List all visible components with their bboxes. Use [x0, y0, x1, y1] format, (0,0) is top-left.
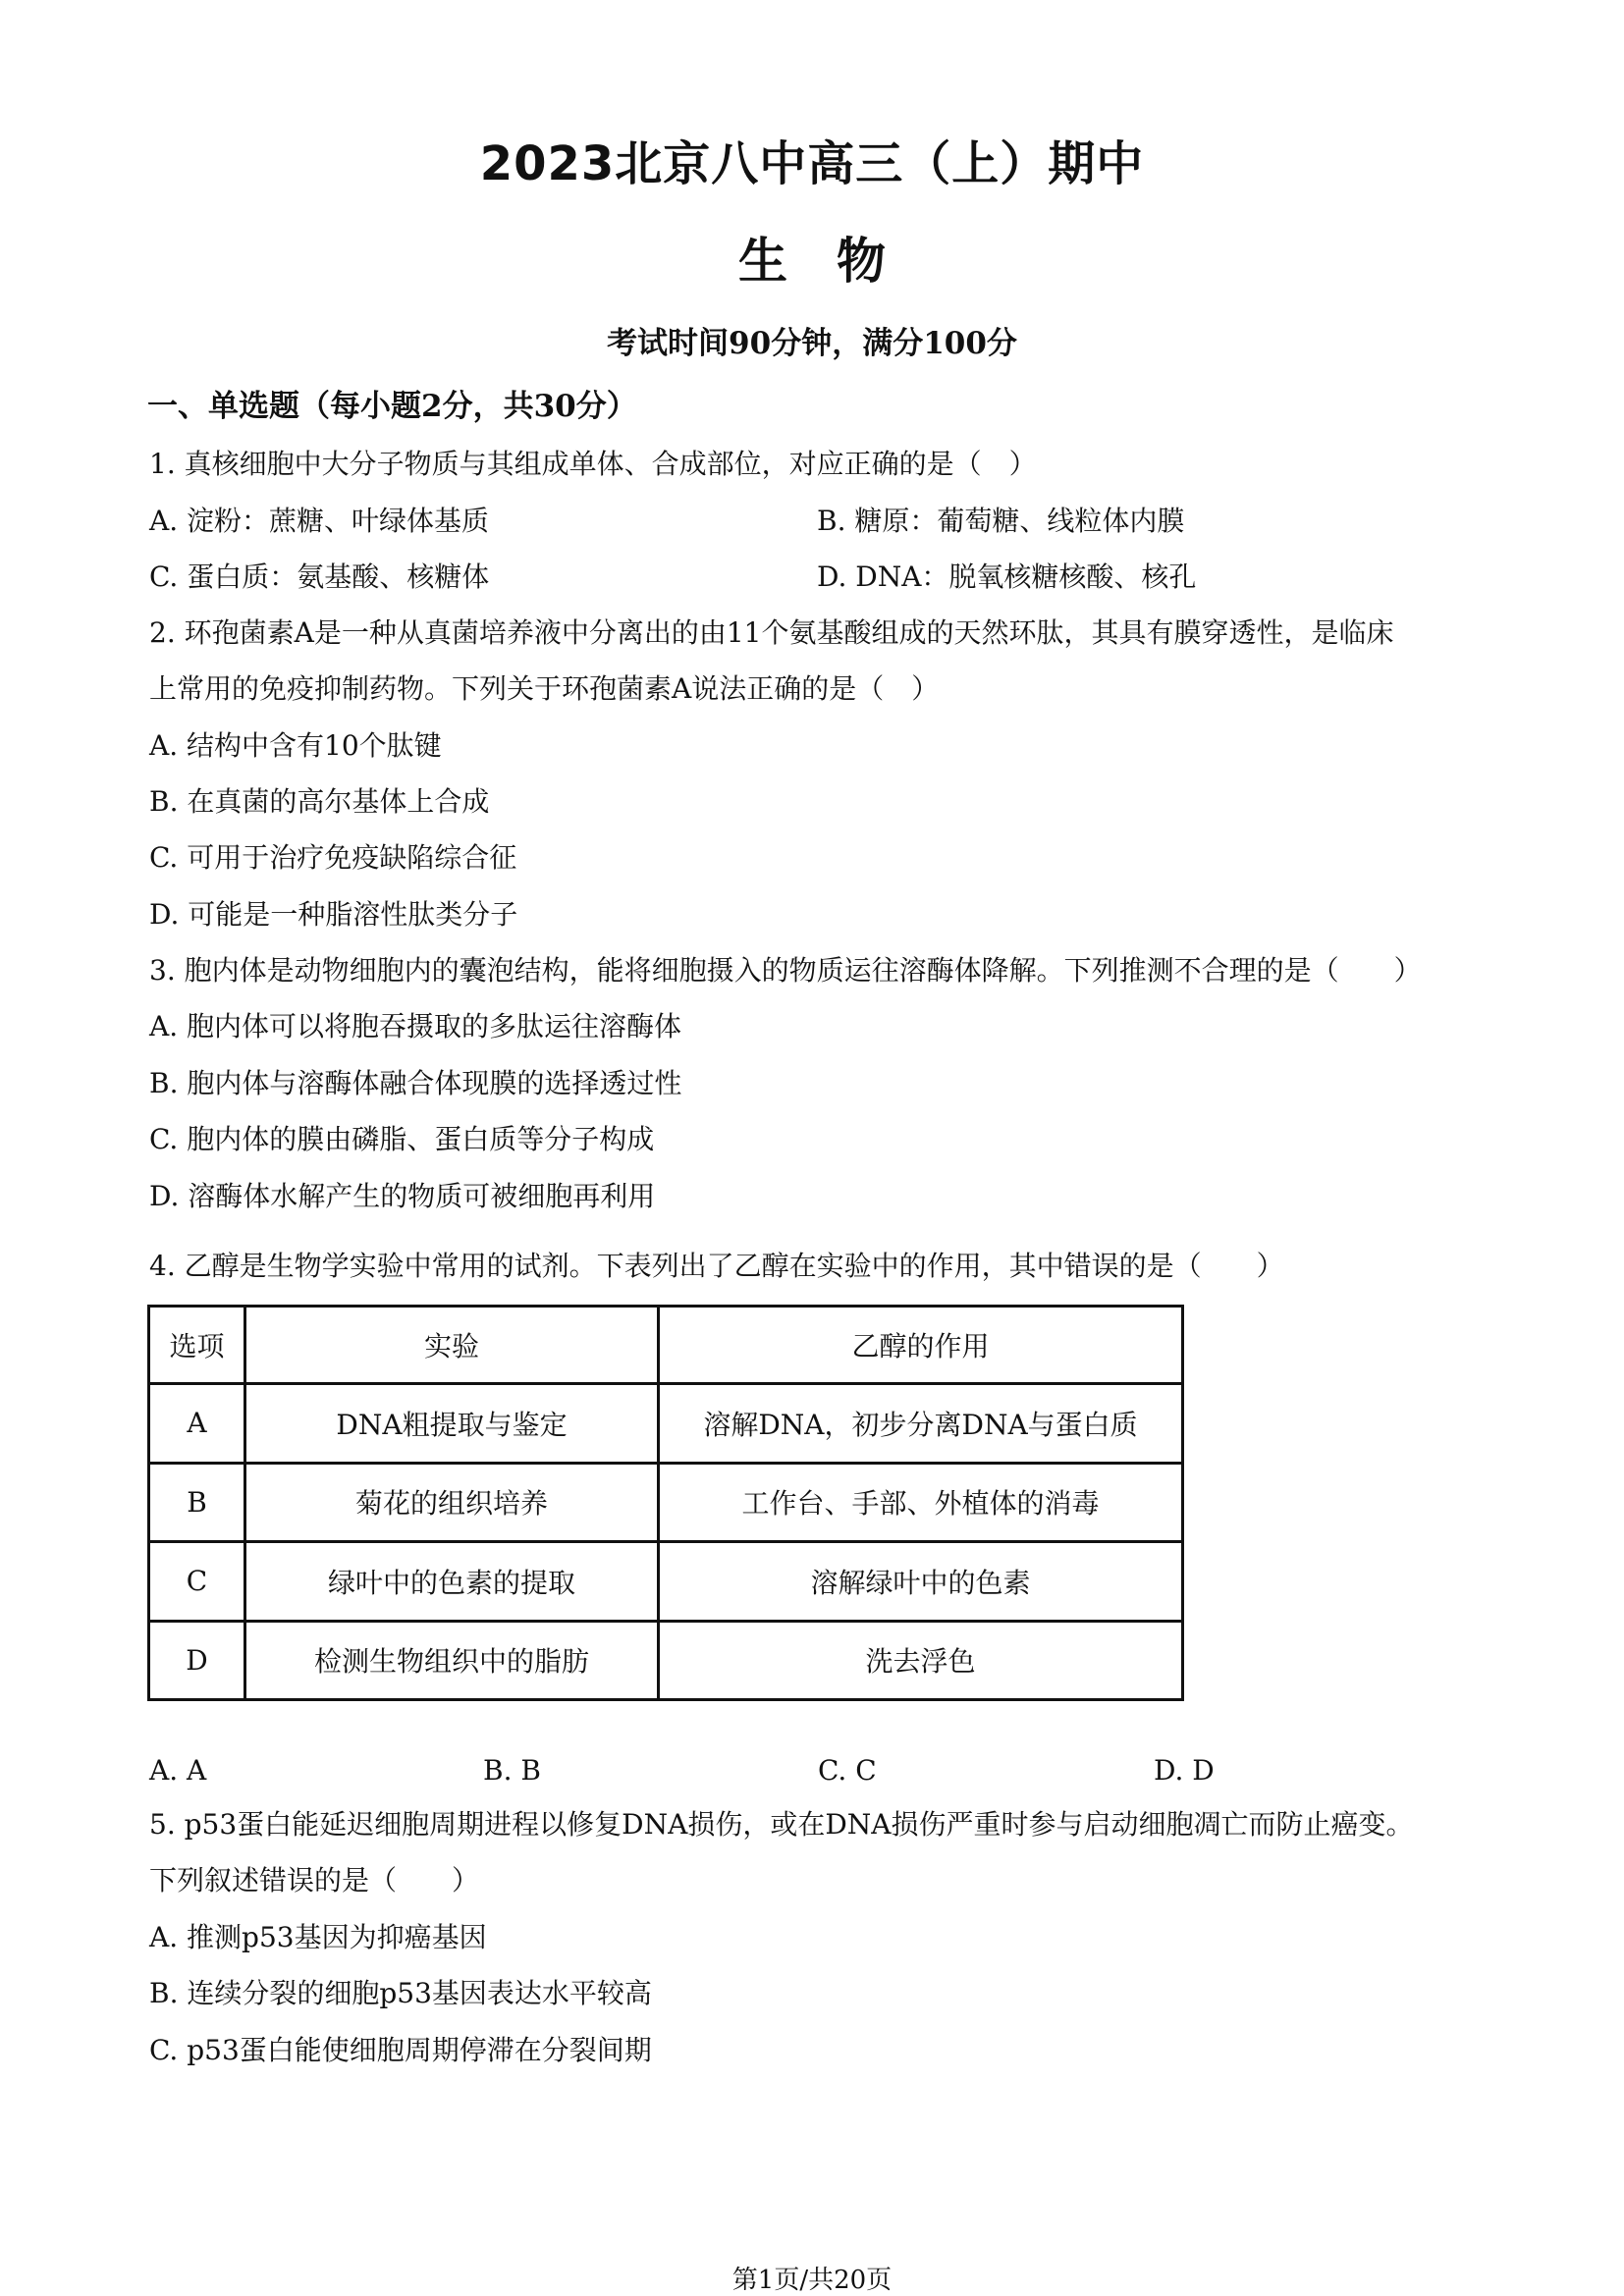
- question-3-option-a: A. 胞内体可以将胞吞摄取的多肽运往溶酶体: [149, 1010, 682, 1042]
- question-1-option-c: C. 蛋白质：氨基酸、核糖体: [149, 561, 490, 593]
- table-cell: B: [149, 1463, 245, 1542]
- question-2-stem-line-2: 上常用的免疫抑制药物。下列关于环孢菌素A说法正确的是（ ）: [149, 672, 940, 705]
- exam-info: 考试时间90分钟，满分100分: [607, 326, 1017, 361]
- table-cell: 溶解DNA，初步分离DNA与蛋白质: [659, 1384, 1183, 1464]
- question-2-option-c: C. 可用于治疗免疫缺陷综合征: [149, 841, 517, 874]
- page-number: 第1页/共20页: [731, 2266, 893, 2295]
- table-cell: DNA粗提取与鉴定: [245, 1384, 659, 1464]
- table-header-cell: 选项: [149, 1307, 245, 1384]
- table-cell: D: [149, 1621, 245, 1700]
- table-cell: 检测生物组织中的脂肪: [245, 1621, 659, 1700]
- table-row: [149, 1463, 1183, 1542]
- question-1-option-b: B. 糖原：葡萄糖、线粒体内膜: [817, 505, 1185, 537]
- table-row: [149, 1384, 1183, 1464]
- question-3-option-c: C. 胞内体的膜由磷脂、蛋白质等分子构成: [149, 1123, 655, 1155]
- question-5-stem-line-2: 下列叙述错误的是（ ）: [149, 1864, 480, 1896]
- section-heading: 一、单选题（每小题2分，共30分）: [147, 389, 637, 424]
- question-4-answer-d: D. D: [1154, 1754, 1215, 1787]
- question-3-option-b: B. 胞内体与溶酶体融合体现膜的选择透过性: [149, 1067, 682, 1099]
- page-title: 2023北京八中高三（上）期中: [479, 136, 1145, 191]
- subject-title: 生 物: [738, 233, 886, 290]
- question-4-answer-c: C. C: [818, 1754, 877, 1787]
- question-4-answer-b: B. B: [483, 1754, 541, 1787]
- table-cell: 菊花的组织培养: [245, 1463, 659, 1542]
- question-3-option-d: D. 溶酶体水解产生的物质可被细胞再利用: [149, 1180, 656, 1212]
- question-5-stem-line-1: 5. p53蛋白能延迟细胞周期进程以修复DNA损伤，或在DNA损伤严重时参与启动细胞凋亡而防止癌变。: [149, 1808, 1414, 1841]
- question-2-stem-line-1: 2. 环孢菌素A是一种从真菌培养液中分离出的由11个氨基酸组成的天然环肽，其具有膜穿透性，是临床: [149, 616, 1394, 649]
- question-4-answer-a: A. A: [149, 1754, 207, 1787]
- table-cell: 绿叶中的色素的提取: [245, 1542, 659, 1622]
- question-5-option-a: A. 推测p53基因为抑癌基因: [149, 1921, 487, 1953]
- table-row: [149, 1621, 1183, 1700]
- question-2-option-a: A. 结构中含有10个肽键: [149, 729, 442, 762]
- table-header-cell: 乙醇的作用: [659, 1307, 1183, 1384]
- table-cell: C: [149, 1542, 245, 1622]
- table-cell: A: [149, 1384, 245, 1464]
- question-4-stem: 4. 乙醇是生物学实验中常用的试剂。下表列出了乙醇在实验中的作用，其中错误的是（ ）: [149, 1250, 1284, 1282]
- table-row: [149, 1542, 1183, 1622]
- table-header-cell: 实验: [245, 1307, 659, 1384]
- question-5-option-c: C. p53蛋白能使细胞周期停滞在分裂间期: [149, 2034, 652, 2066]
- table-cell: 工作台、手部、外植体的消毒: [659, 1463, 1183, 1542]
- question-1-option-d: D. DNA：脱氧核糖核酸、核孔: [817, 561, 1197, 593]
- table-cell: 洗去浮色: [659, 1621, 1183, 1700]
- table-header-row: [149, 1307, 1183, 1384]
- question-1-stem: 1. 真核细胞中大分子物质与其组成单体、合成部位，对应正确的是（ ）: [149, 448, 1037, 480]
- table-cell: 溶解绿叶中的色素: [659, 1542, 1183, 1622]
- question-2-option-b: B. 在真菌的高尔基体上合成: [149, 785, 490, 818]
- question-1-option-a: A. 淀粉：蔗糖、叶绿体基质: [149, 505, 490, 537]
- question-5-option-b: B. 连续分裂的细胞p53基因表达水平较高: [149, 1977, 652, 2009]
- question-3-stem: 3. 胞内体是动物细胞内的囊泡结构，能将细胞摄入的物质运往溶酶体降解。下列推测不合理的是（ ）: [149, 954, 1422, 987]
- ethanol-table: [147, 1305, 1184, 1701]
- question-2-option-d: D. 可能是一种脂溶性肽类分子: [149, 898, 518, 931]
